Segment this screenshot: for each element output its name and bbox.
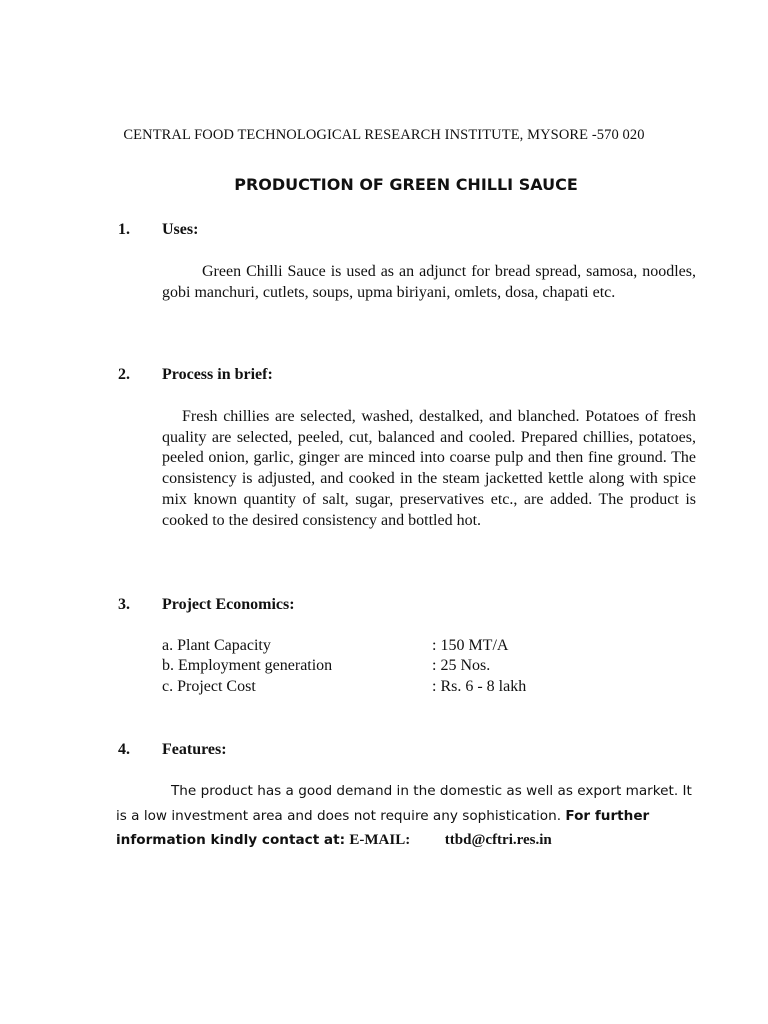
economics-label: b. Employment generation	[162, 657, 333, 674]
document-title: PRODUCTION OF GREEN CHILLI SAUCE	[234, 175, 578, 194]
section-process-body	[162, 407, 696, 531]
email-address: ttbd@cftri.res.in	[444, 832, 552, 848]
economics-value: : 25 Nos.	[432, 657, 491, 674]
economics-row	[162, 678, 722, 699]
institute-header: CENTRAL FOOD TECHNOLOGICAL RESEARCH INSTITUTE, MYSORE -570 020	[123, 127, 645, 143]
section-number: 3.	[118, 596, 130, 613]
section-number: 1.	[118, 221, 130, 238]
section-uses-body	[162, 262, 696, 303]
email-label: E-MAIL:	[349, 832, 411, 848]
paragraph-text: Green Chilli Sauce is used as an adjunct for bread spread, samosa, noodles, gobi manchuri, cutlets, soups, upma biriyani, omlets, dosa, chapati etc.	[162, 263, 696, 301]
section-features-body	[116, 779, 696, 853]
paragraph-text: Fresh chillies are selected, washed, destalked, and blanched. Potatoes of fresh quality are selected, peeled, cut, balanced and cooled. Prepared chillies, potatoes, peeled onion, garlic, ginger are minced into coarse pulp and then fine ground. The consistency is adjusted, and cooked in the steam jacketted kettle along with spice mix known quantity of salt, sugar, preservatives etc., are added. The product is cooked to the desired consistency and bottled hot.	[162, 408, 696, 529]
contact-intro: For further information kindly contact at:	[116, 807, 650, 848]
economics-row	[162, 637, 722, 658]
section-number: 4.	[118, 741, 130, 758]
section-heading: Uses:	[162, 221, 199, 238]
section-heading: Features:	[162, 741, 227, 758]
economics-label: a. Plant Capacity	[162, 637, 271, 654]
economics-value: : 150 MT/A	[432, 637, 509, 654]
economics-value: : Rs. 6 - 8 lakh	[432, 678, 527, 695]
paragraph-text: The product has a good demand in the domestic as well as export market. It is a low investment area and does not require any sophistication.	[116, 783, 692, 824]
economics-row	[162, 657, 722, 678]
section-heading: Project Economics:	[162, 596, 295, 613]
section-number: 2.	[118, 366, 130, 383]
section-heading: Process in brief:	[162, 366, 273, 383]
economics-label: c. Project Cost	[162, 678, 256, 695]
